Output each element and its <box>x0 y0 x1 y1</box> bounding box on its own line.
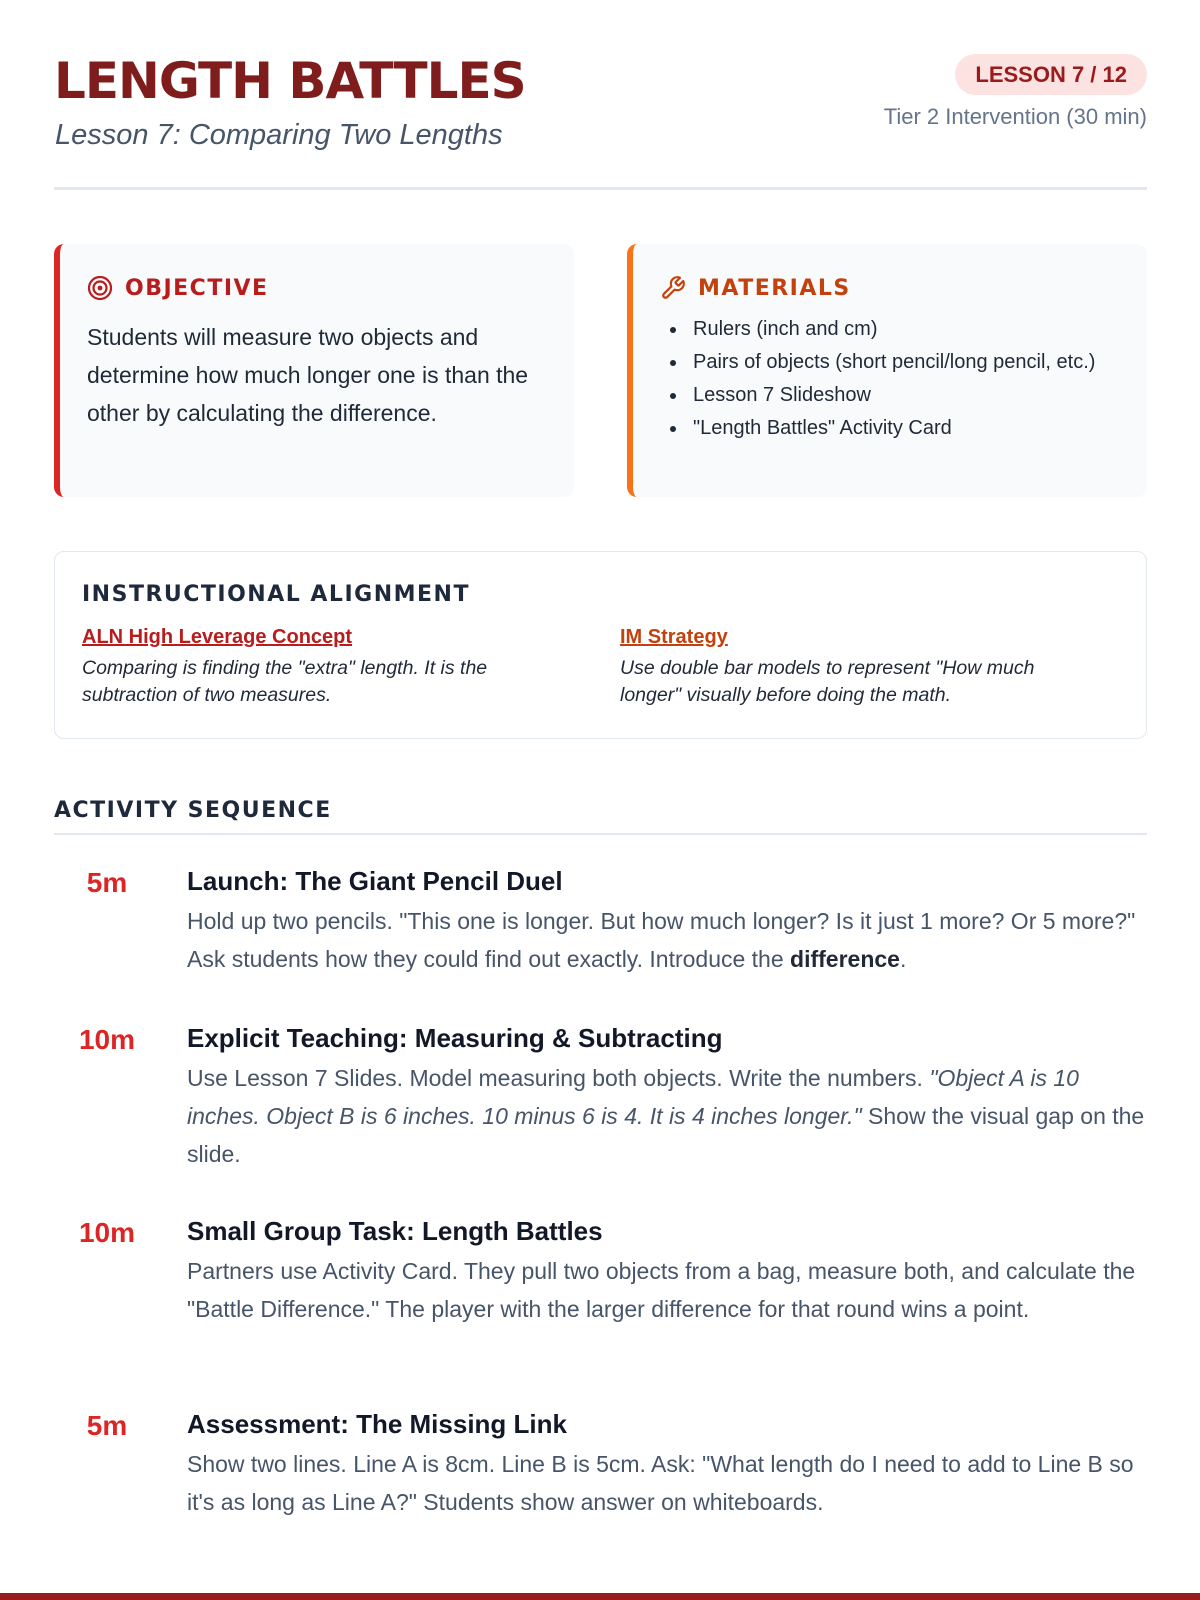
materials-card <box>627 244 1147 497</box>
activity-time: 5m <box>86 867 128 898</box>
lesson-title: LENGTH BATTLES <box>54 52 526 110</box>
im-description: Use double bar models to represent "How much longer" visually before doing the math. <box>620 657 1035 706</box>
activity-sequence-title: ACTIVITY SEQUENCE <box>54 798 1147 835</box>
activity-heading: Small Group Task: Length Battles <box>187 1216 603 1246</box>
aln-description: Comparing is finding the "extra" length. It is the subtraction of two measures. <box>82 657 488 706</box>
activity-time: 10m <box>78 1024 136 1055</box>
aln-concept-link[interactable]: ALN High Leverage Concept <box>82 626 353 648</box>
instructional-alignment-box <box>54 551 1147 739</box>
activity-description: Show two lines. Line A is 8cm. Line B is 5cm. Ask: "What length do I need to add to Line B so it's as long as Line A?" Students show answer on whiteboards. <box>187 1451 1134 1515</box>
activity-time: 5m <box>86 1410 128 1441</box>
objective-label: OBJECTIVE <box>125 275 269 301</box>
activity-body <box>187 1408 1147 1521</box>
im-column <box>620 626 1100 709</box>
lesson-subtitle: Lesson 7: Comparing Two Lengths <box>55 119 503 151</box>
wrench-icon <box>660 275 686 301</box>
target-icon <box>87 275 113 301</box>
intervention-tier: Tier 2 Intervention (30 min) <box>883 104 1147 129</box>
materials-header <box>660 275 851 301</box>
activity-time: 10m <box>78 1217 136 1248</box>
lesson-header <box>54 0 1147 190</box>
materials-item: "Length Battles" Activity Card <box>661 415 1131 441</box>
lesson-number-badge: LESSON 7 / 12 <box>955 54 1147 95</box>
alignment-title: INSTRUCTIONAL ALIGNMENT <box>82 582 470 607</box>
example-quote: "Object A is 10 inches. Object B is 6 inches. 10 minus 6 is 4. It is 4 inches longer." <box>187 1065 1079 1129</box>
objective-card <box>54 244 574 497</box>
materials-list <box>661 316 1131 448</box>
activity-description: Use Lesson 7 Slides. Model measuring both objects. Write the numbers. "Object A is 10 inches. Object B is 6 inches. 10 minus 6 is 4. It is 4 inches longer." Show the visual gap on the slide. <box>187 1065 1145 1167</box>
materials-item: Rulers (inch and cm) <box>661 316 1131 342</box>
activity-body <box>187 865 1147 978</box>
materials-label: MATERIALS <box>698 275 851 301</box>
footer-bar <box>0 1593 1200 1600</box>
activity-description: Partners use Activity Card. They pull two objects from a bag, measure both, and calculate the "Battle Difference." The player with the larger difference for that round wins a point. <box>187 1258 1136 1322</box>
activity-body <box>187 1022 1147 1173</box>
activity-heading: Explicit Teaching: Measuring & Subtracting <box>187 1023 723 1053</box>
activity-description: Hold up two pencils. "This one is longer. But how much longer? Is it just 1 more? Or 5 more?" Ask students how they could find out exactly. Introduce the difference. <box>187 908 1136 972</box>
objective-header <box>87 275 269 301</box>
materials-item: Pairs of objects (short pencil/long pencil, etc.) <box>661 349 1131 375</box>
activity-heading: Launch: The Giant Pencil Duel <box>187 866 563 896</box>
aln-column <box>82 626 562 709</box>
emphasis-text: difference <box>790 946 900 972</box>
activity-body <box>187 1215 1147 1328</box>
objective-text: Students will measure two objects and determine how much longer one is than the other by calculating the difference. <box>87 324 529 426</box>
materials-item: Lesson 7 Slideshow <box>661 382 1131 408</box>
activity-heading: Assessment: The Missing Link <box>187 1409 567 1439</box>
im-strategy-link[interactable]: IM Strategy <box>620 626 728 648</box>
